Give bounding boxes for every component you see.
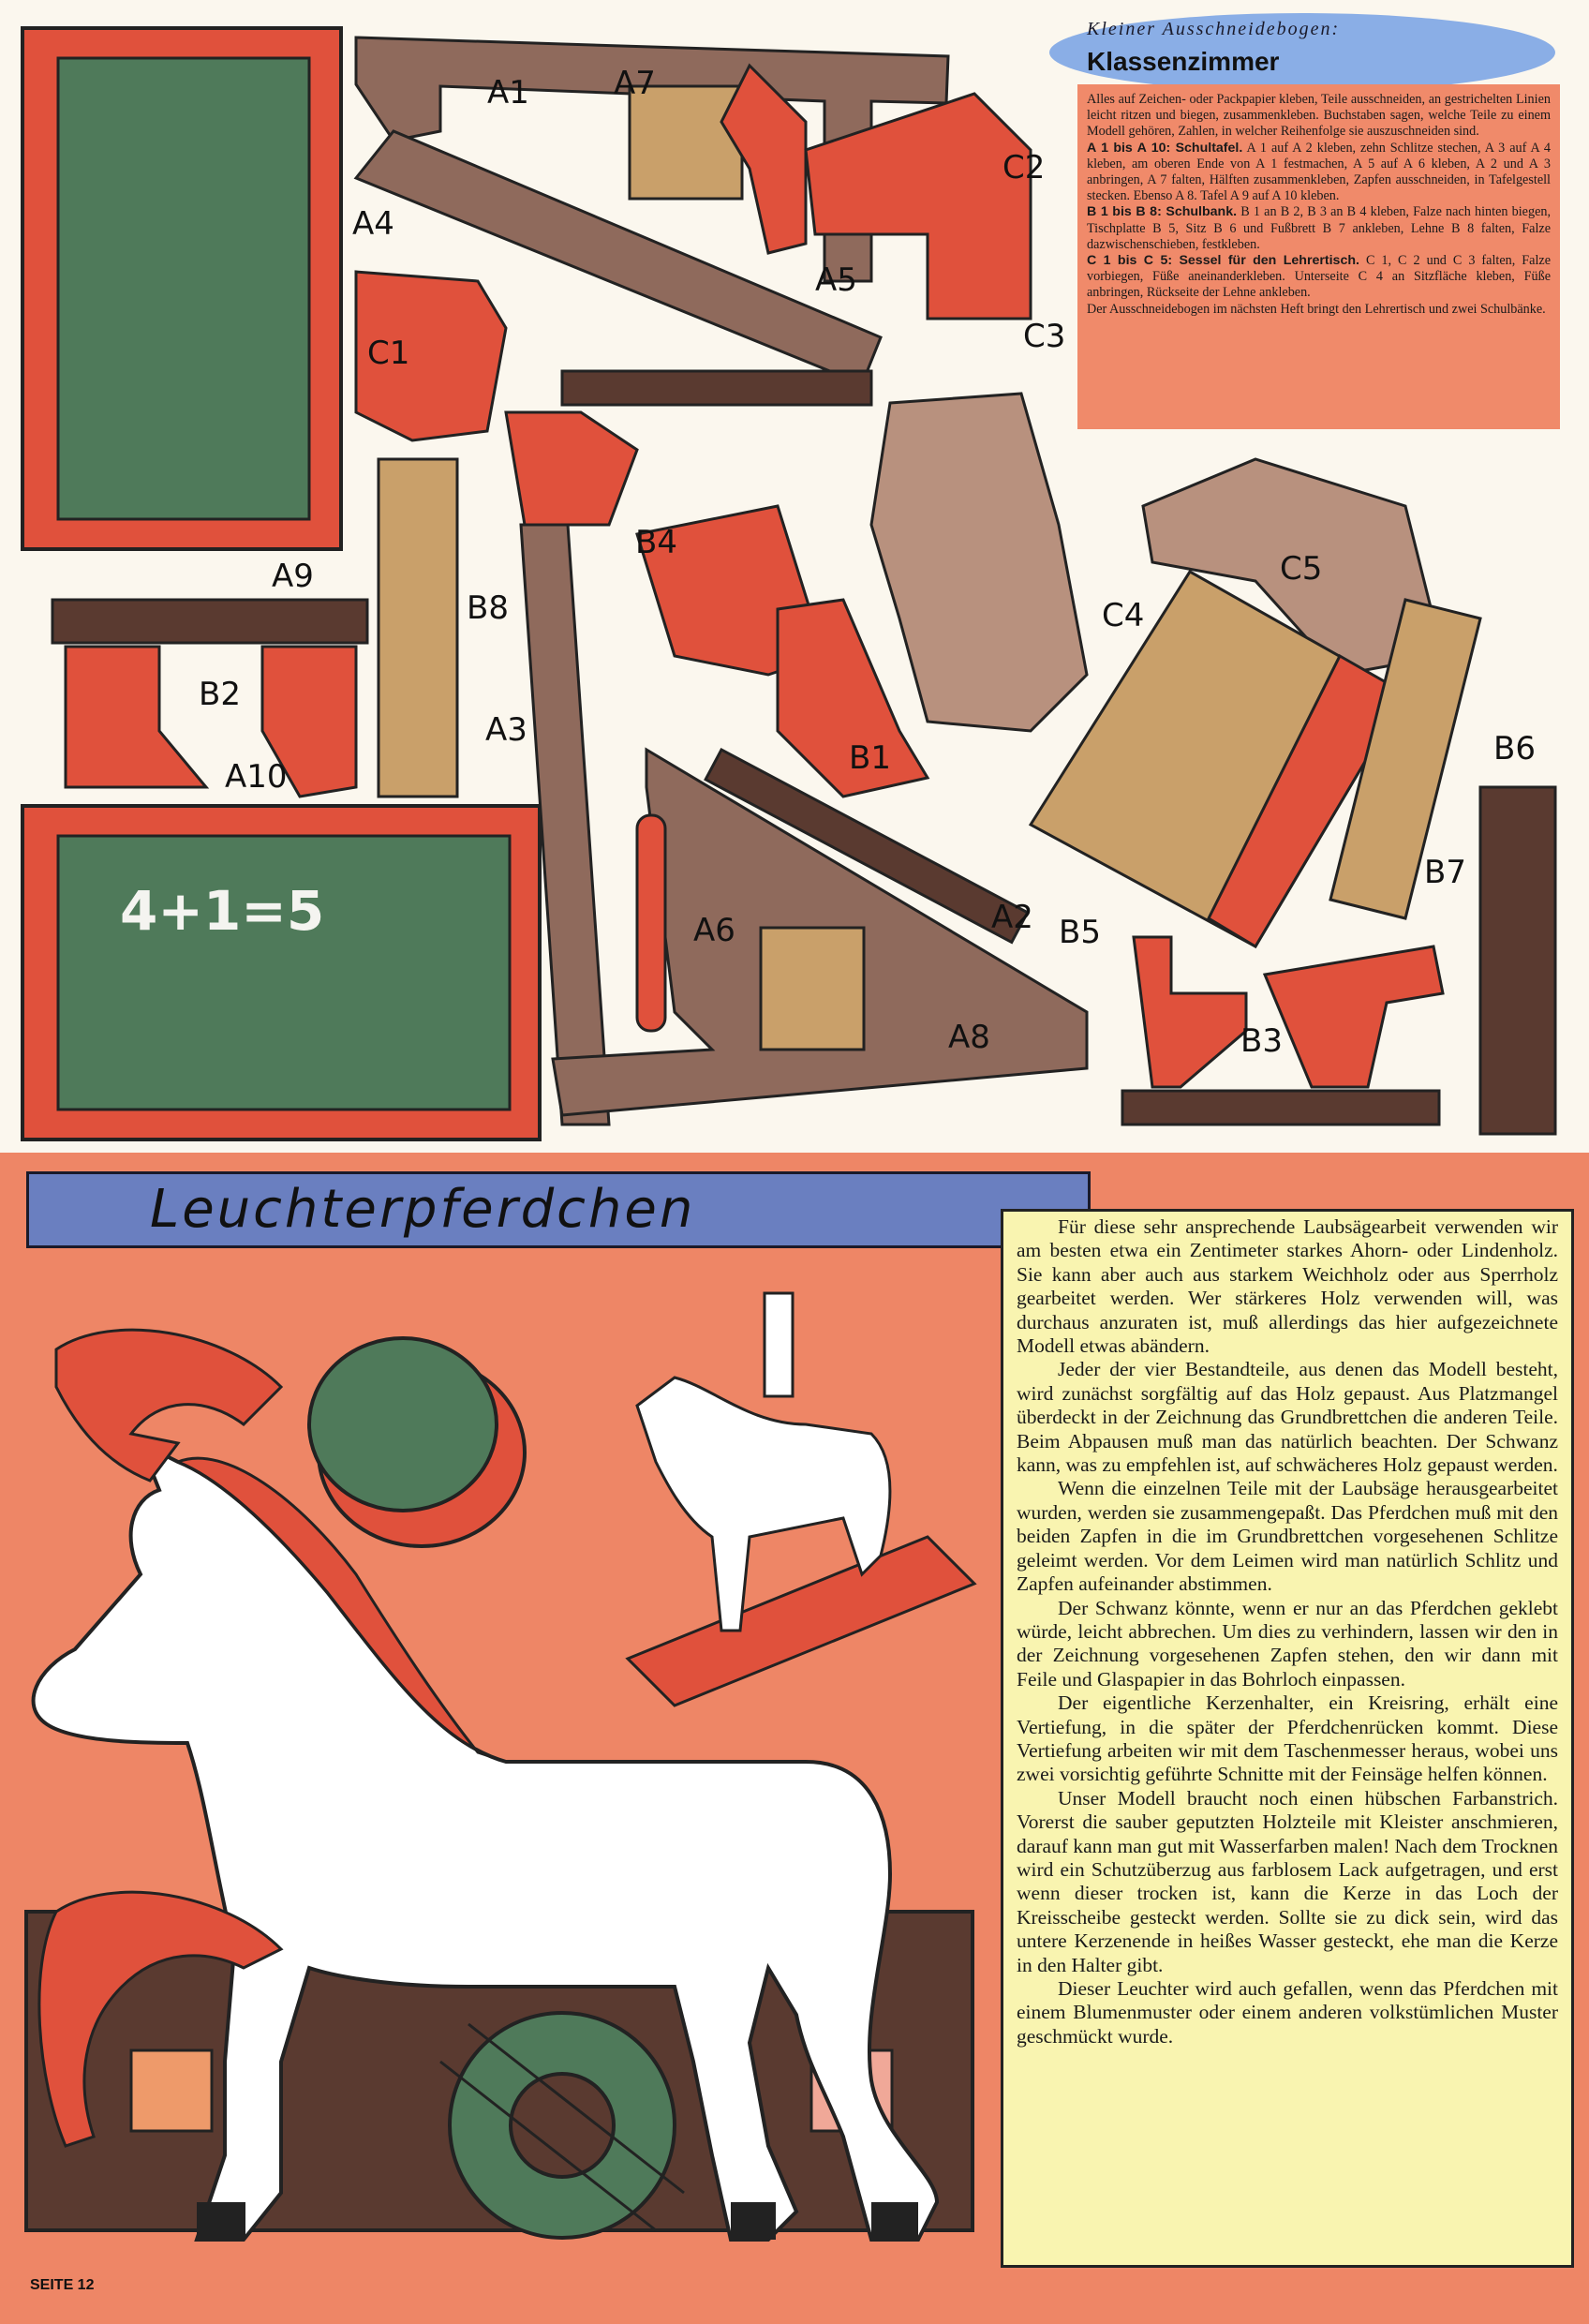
instructions-intro: Alles auf Zeichen- oder Packpapier kleben, Teile ausschneiden, an gestrichelten Linien leicht ritzen und biegen, zusammenkleben. Buchstaben sagen, welche Teile zu einem Modell gehören, Zahlen, in welcher Reihenfolge sie auszuschneiden sind. (1087, 92, 1551, 140)
instructions-c-head: C 1 bis C 5: Sessel für den Lehrertisch. (1087, 253, 1359, 269)
label-b4: B4 (635, 524, 677, 561)
label-a3: A3 (485, 711, 527, 749)
label-b8: B8 (467, 589, 509, 627)
label-c5: C5 (1280, 550, 1323, 588)
craft-paragraph: Der Schwanz könnte, wenn er nur an das Pferdchen geklebt würde, leicht abbrechen. Um dies zu verhindern, lassen wir den in der Zeichnung vorgesehenen Zapfen stehen, den wir dann mit Feile und Glaspapier in das Bohrloch einpassen. (1017, 1596, 1558, 1691)
craft-paragraph: Der eigentliche Kerzenhalter, ein Kreisring, erhält eine Vertiefung, in die später der Pferdchenrücken kommt. Diese Vertiefung arbeiten wir mit dem Taschenmesser heraus, wobei uns zwei vorsichtig geführte Schnitte mit der Feinsäge helfen können. (1017, 1691, 1558, 1786)
label-b5: B5 (1059, 914, 1101, 951)
sheet-kicker: Kleiner Ausschneidebogen: (1087, 19, 1341, 39)
label-c4: C4 (1102, 597, 1145, 634)
instructions-a-text: A 1 auf A 2 kleben, zehn Schlitze stechen, A 3 auf A 4 kleben, am oberen Ende von A 1 festmachen, A 5 auf A 6 kleben, A 2 und A 3 anbringen, A 7 falten, Hälften zusammenkleben, Zapfen ausschneiden, in Tafelgestell stecken. Ebenso A 8. Tafel A 9 auf A 10 kleben. (1087, 140, 1551, 204)
label-c1: C1 (367, 335, 410, 372)
label-a10: A10 (225, 758, 288, 796)
instructions-a-head: A 1 bis A 10: Schultafel. (1087, 140, 1243, 156)
label-a7: A7 (614, 65, 656, 102)
slot-left (131, 2050, 212, 2131)
sheet-title: Klassenzimmer (1087, 47, 1280, 76)
page-number: SEITE 12 (30, 2277, 95, 2293)
label-b1: B1 (849, 739, 891, 777)
label-b3: B3 (1240, 1022, 1283, 1060)
craft-paragraph: Unser Modell braucht noch einen hübschen Farbanstrich. Vorerst die sauber geputzten Holzteile mit Kleister anschmieren, darauf kann man gut mit Wasserfarben malen! Nach dem Trocknen wird ein Schutzüberzug aus farblosem Lack aufgetragen, und erst wenn dieser trocken ist, kann die Kerze in das Loch der Kreisscheibe gesteckt werden. Sollte sie zu dick sein, wird das untere Kerzenende in heißes Wasser gesteckt, ehe man die Kerze in den Halter gibt. (1017, 1786, 1558, 1976)
craft-paragraph: Dieser Leuchter wird auch gefallen, wenn das Pferdchen mit einem Blumenmuster oder einem anderen volkstümlichen Muster geschmückt wurde. (1017, 1977, 1558, 2048)
label-a1: A1 (487, 74, 529, 112)
label-a4: A4 (352, 205, 394, 243)
craft-paragraph: Für diese sehr ansprechende Laubsägearbeit verwenden wir am besten etwa ein Zentimeter starkes Ahorn- oder Lindenholz. Sie kann aber auch aus starkem Weichholz oder aus Sperrholz gearbeitet werden. Wer stärkeres Holz verwenden will, was durchaus anzuraten ist, muß allerdings das hier aufgezeichnete Modell etwas abändern. (1017, 1215, 1558, 1358)
label-b6: B6 (1493, 730, 1536, 767)
mini-candle (765, 1293, 793, 1396)
label-a5: A5 (815, 261, 857, 299)
instructions-b-text: B 1 an B 2, B 3 an B 4 kleben, Falze nach hinten biegen, Tischplatte B 5, Sitz B 6 und Fußbrett B 7 ankleben, Lehne B 8 falten, Falze dazwischenschieben, festkleben. (1087, 204, 1552, 252)
label-c3: C3 (1023, 318, 1066, 355)
candle-disc (309, 1338, 497, 1511)
label-a2: A2 (991, 899, 1033, 936)
mini-base (628, 1537, 974, 1706)
instructions-outro: Der Ausschneidebogen im nächsten Heft bringt den Lehrertisch und zwei Schulbänke. (1087, 301, 1546, 317)
label-b2: B2 (199, 676, 241, 713)
instructions-b-head: B 1 bis B 8: Schulbank. (1087, 204, 1238, 220)
label-b7: B7 (1424, 854, 1466, 891)
craft-title: Leuchterpferdchen (150, 1179, 696, 1240)
label-c2: C2 (1002, 149, 1046, 186)
board-equation: 4+1=5 (120, 879, 325, 943)
label-a9: A9 (272, 558, 314, 595)
craft-paragraph: Jeder der vier Bestandteile, aus denen das Modell besteht, wird zunächst sorgfältig auf das Holz gepaust. Aus Platzmangel überdeckt in der Zeichnung das Grundbrettchen die anderen Teile. Beim Abpausen muß man das natürlich beachten. Der Schwanz kann, was zu empfehlen ist, auf schwächeres Holz gepaust werden. (1017, 1358, 1558, 1477)
craft-paragraph: Wenn die einzelnen Teile mit der Laubsäge herausgearbeitet wurden, werden sie zusammengepaßt. Das Pferdchen muß mit den beiden Zapfen in die im Grundbrettchen vorgesehenen Schlitze geleimt werden. Vor dem Leimen wird man natürlich Schlitz und Zapfen aufeinander abstimmen. (1017, 1477, 1558, 1596)
instructions-c-text: C 1, C 2 und C 3 falten, Falze vorbiegen, Füße aneinanderkleben. Unterseite C 4 an Sitzfläche kleben, Füße anbringen, Rückseite der Lehne ankleben. (1087, 253, 1551, 301)
label-a6: A6 (693, 912, 735, 949)
label-a8: A8 (948, 1019, 990, 1056)
craft-instructions (1001, 1209, 1574, 2268)
